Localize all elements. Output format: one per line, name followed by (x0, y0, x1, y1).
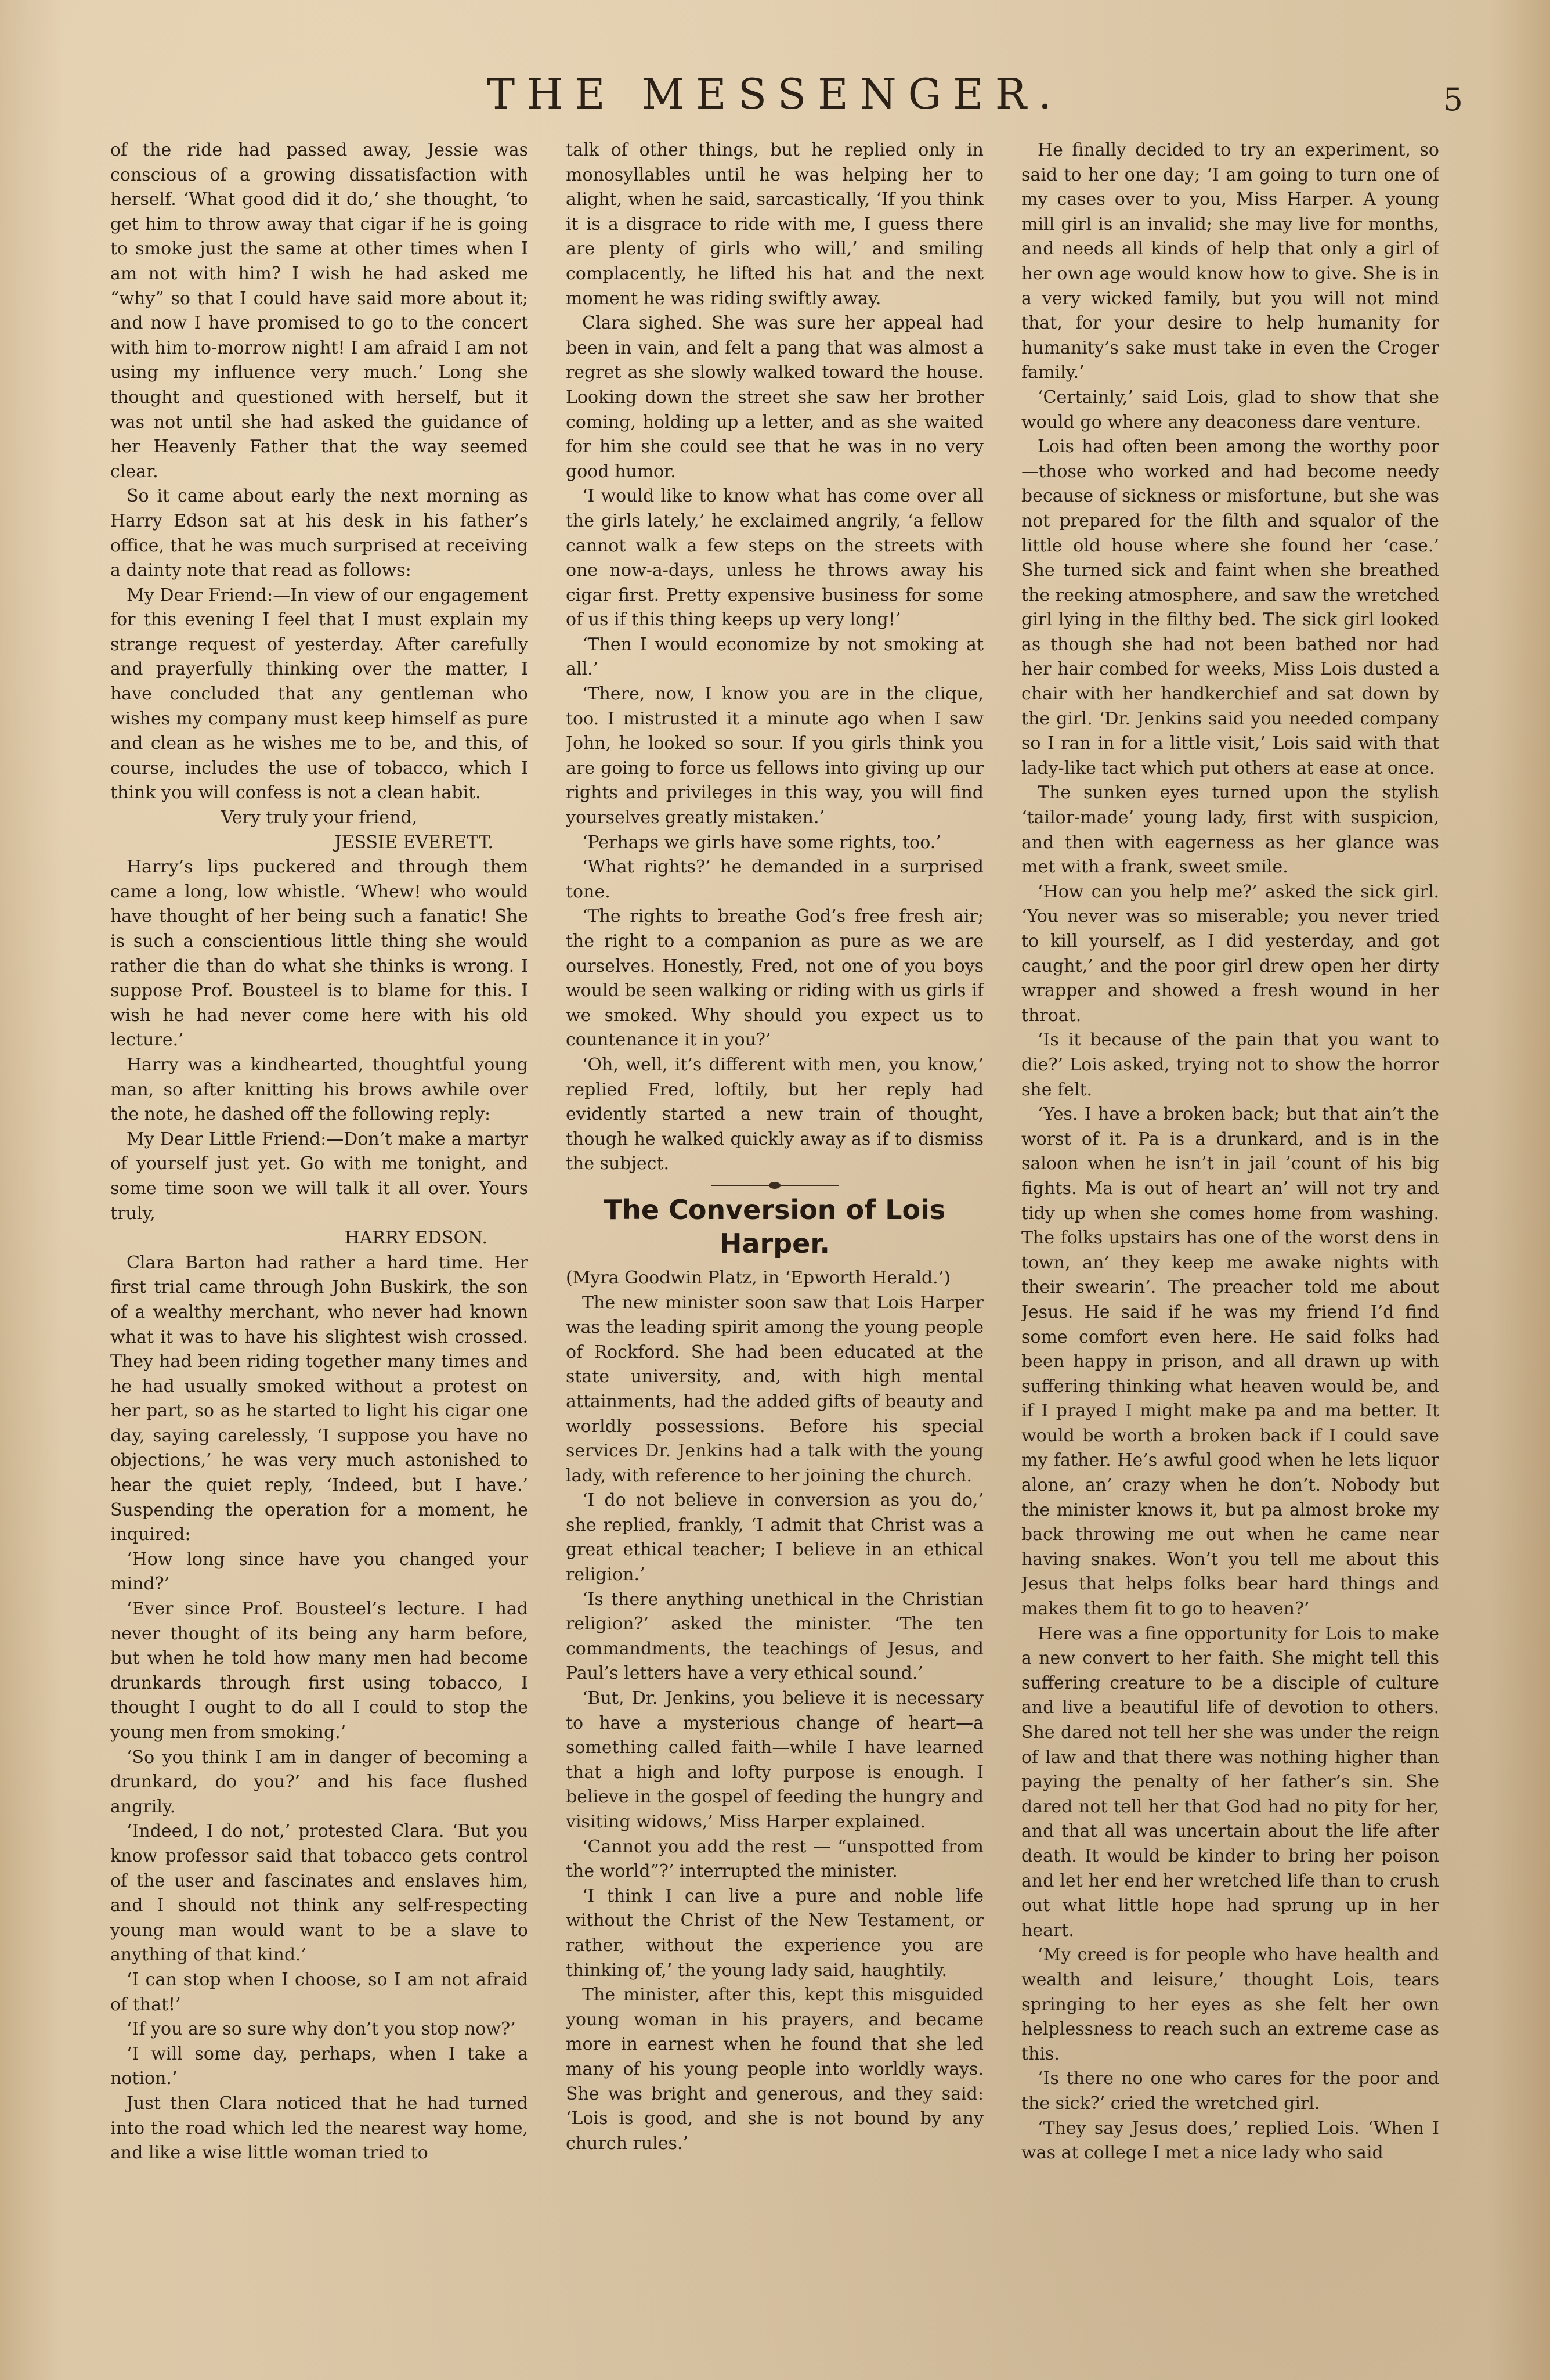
column-2 (566, 138, 984, 2332)
paragraph: ‘There, now, I know you are in the clique, too. I mistrusted it a minute ago when I saw John, he looked so sour. If you girls think you are going to force us fellows into giving up our rights and privileges in this way, you will find yourselves greatly mistaken.’ (566, 684, 984, 828)
paragraph: ‘I will some day, perhaps, when I take a notion.’ (110, 2043, 528, 2089)
letter-signature: HARRY EDSON. (344, 1228, 487, 1249)
paragraph: Clara sighed. She was sure her appeal had been in vain, and felt a pang that was almost a regret as she slowly walked toward the house. Looking down the street she saw her brother coming, holding up a letter, and as she waited for him she could see that he was in no very good humor. (566, 313, 984, 482)
paragraph: ‘But, Dr. Jenkins, you believe it is necessary to have a mysterious change of heart—a something called faith—while I have learned that a high and lofty purpose is enough. I believe in the gospel of feeding the hungry and visiting widows,’ Miss Harper explained. (566, 1688, 984, 1832)
paragraph: ‘My creed is for people who have health and wealth and leisure,’ thought Lois, tears springing to her eyes as she felt her own helplessness to reach such an extreme case as this. (1021, 1945, 1439, 2064)
article-headline (566, 1193, 984, 1260)
paragraph: The new minister soon saw that Lois Harper was the leading spirit among the young people of Rockford. She had been educated at the state university, and, with high mental attainments, had the added gifts of beauty and worldly possessions. Before his special services Dr. Jenkins had a talk with the young lady, with reference to her joining the church. (566, 1292, 984, 1486)
headline-line-1: The Conversion of Lois (604, 1193, 946, 1225)
paragraph: ‘I would like to know what has come over all the girls lately,’ he exclaimed angrily, ‘a fellow cannot walk a few steps on the streets with one now-a-days, unless he throws away his cigar first. Pretty expensive business for some of us if this thing keeps up very long!’ (566, 486, 984, 630)
paragraph: Here was a fine opportunity for Lois to make a new convert to her faith. She might tell this suffering creature to be a disciple of culture and live a beautiful life of devotion to others. She dared not tell her she was under the reign of law and that there was nothing higher than paying the penalty of her father’s sin. She dared not tell her that God had no pity for her, and that all was uncertain about the life after death. It would be kinder to bring her poison and let her end her wretched life than to crush out what little hope had sprung up in her heart. (1021, 1623, 1439, 1941)
paragraph: ‘Then I would economize by not smoking at all.’ (566, 634, 984, 680)
paragraph: ‘Indeed, I do not,’ protested Clara. ‘But you know professor said that tobacco gets control of the user and fascinates and enslaves him, and I should not think any self-respecting young man would want to be a slave to anything of that kind.’ (110, 1821, 528, 1966)
column-1 (110, 138, 528, 2332)
headline-line-2: Harper. (720, 1227, 830, 1259)
paragraph: ‘Is there no one who cares for the poor and the sick?’ cried the wretched girl. (1021, 2068, 1439, 2114)
paragraph: ‘Perhaps we girls have some rights, too.’ (582, 832, 941, 853)
paragraph: ‘I do not believe in conversion as you do,’ she replied, frankly, ‘I admit that Christ was a great ethical teacher; I believe in an ethical religion.’ (566, 1490, 984, 1585)
paragraph: ‘Yes. I have a broken back; but that ain’t the worst of it. Pa is a drunkard, and is in the saloon when he isn’t in jail ’count of his big fights. Ma is out of heart an’ will not try and tidy up when she comes home from washing. The folks upstairs has one of the worst dens in town, an’ they keep me awake nights with their swearin’. The preacher told me about Jesus. He said if he was my friend I’d find some comfort even here. He said folks had been happy in prison, and all drawn up with suffering thinking what heaven would be, and if I prayed I might make pa and ma better. It would be worth a broken back if I could save my father. He’s awful good when he lets liquor alone, an’ crazy when he don’t. Nobody but the minister knows it, but pa almost broke my back throwing me out when he came near having snakes. Won’t you tell me about this Jesus that helps folks bear hard things and makes them fit to go to heaven?’ (1021, 1104, 1439, 1620)
paragraph: ‘I can stop when I choose, so I am not afraid of that!’ (110, 1969, 528, 2015)
paragraph: He finally decided to try an experiment, so said to her one day; ‘I am going to turn one of my cases over to you, Miss Harper. A young mill girl is an invalid; she may live for months, and needs all kinds of help that only a girl of her own age would know how to give. She is in a very wicked family, but you will not mind that, for your desire to help humanity for humanity’s sake must take in even the Croger family.’ (1021, 140, 1439, 383)
letter-body: My Dear Friend:—In view of our engagement for this evening I feel that I must explain my strange request of yesterday. After carefully and prayerfully thinking over the matter, I have concluded that any gentleman who wishes my company must keep himself as pure and clean as he wishes me to be, and this, of course, includes the use of tobacco, which I think you will confess is not a clean habit. (110, 585, 528, 803)
paragraph: Harry was a kindhearted, thoughtful young man, so after knitting his brows awhile over the note, he dashed off the following reply: (110, 1054, 528, 1125)
paragraph: ‘Oh, well, it’s different with men, you know,’ replied Fred, loftily, but her reply had evidently started a new train of thought, though he walked quickly away as if to dismiss the subject. (566, 1054, 984, 1174)
paragraph: ‘If you are so sure why don’t you stop now?’ (127, 2019, 516, 2040)
paragraph: Just then Clara noticed that he had turned into the road which led the nearest way home, and like a wise little woman tried to (110, 2093, 528, 2163)
page-number: 5 (1443, 81, 1463, 118)
paragraph: ‘Cannot you add the rest — “unspotted from the world”?’ interrupted the minister. (566, 1836, 984, 1882)
paragraph: talk of other things, but he replied only in monosyllables until he was helping her to alight, when he said, sarcastically, ‘If you think it is a disgrace to ride with me, I guess there are plenty of girls who will,’ and smiling complacently, he lifted his hat and the next moment he was riding swiftly away. (566, 140, 984, 309)
paragraph: ‘They say Jesus does,’ replied Lois. ‘When I was at college I met a nice lady who said (1021, 2118, 1439, 2163)
paragraph: of the ride had passed away, Jessie was conscious of a growing dissatisfaction with herself. ‘What good did it do,’ she thought, ‘to get him to throw away that cigar if he is going to smoke just the same at other times when I am not with him? I wish he had asked me “why” so that I could have said more about it; and now I have promised to go to the concert with him to-morrow night! I am afraid I am not using my influence very much.’ Long she thought and questioned with herself, but it was not until she had asked the guidance of her Heavenly Father that the way seemed clear. (110, 140, 528, 482)
paragraph: ‘Ever since Prof. Bousteel’s lecture. I had never thought of its being any harm before, but when he told how many men had become drunkards through first using tobacco, I thought I ought to do all I could to stop the young men from smoking.’ (110, 1599, 528, 1743)
paragraph: ‘Is there anything unethical in the Christian religion?’ asked the minister. ‘The ten commandments, the teachings of Jesus, and Paul’s letters have a very ethical sound.’ (566, 1589, 984, 1684)
letter-closing: Very truly your friend, (221, 807, 418, 828)
paragraph: ‘What rights?’ he demanded in a surprised tone. (566, 857, 984, 902)
paragraph: ‘So you think I am in danger of becoming a drunkard, do you?’ and his face flushed angrily. (110, 1747, 528, 1817)
paragraph: The minister, after this, kept this misguided young woman in his prayers, and became more in earnest when he found that she led many of his young people into worldly ways. She was bright and generous, and they said: ‘Lois is good, and she is not bound by any church rules.’ (566, 1985, 984, 2154)
paragraph: ‘I think I can live a pure and noble life without the Christ of the New Testament, or rather, without the experience you are thinking of,’ the young lady said, haughtily. (566, 1885, 984, 1981)
section-divider (711, 1185, 839, 1186)
masthead (0, 70, 1550, 134)
letter-body: My Dear Little Friend:—Don’t make a martyr of yourself just yet. Go with me tonight, and some time soon we will talk it all over. Yours truly, (110, 1128, 528, 1224)
paragraph: Clara Barton had rather a hard time. Her first trial came through John Buskirk, the son of a wealthy merchant, who never had known what it was to have his slightest wish crossed. They had been riding together many times and he had usually smoked without a protest on her part, so as he started to light his cigar one day, saying carelessly, ‘I suppose you have no objections,’ he was very much astonished to hear the quiet reply, ‘Indeed, but I have.’ Suspending the operation for a moment, he inquired: (110, 1252, 528, 1545)
paragraph: The sunken eyes turned upon the stylish ‘tailor-made’ young lady, first with suspicion, and then with eagerness as her glance was met with a frank, sweet smile. (1021, 782, 1439, 878)
paragraph: ‘How long since have you changed your mind?’ (110, 1549, 528, 1595)
paragraph: Harry’s lips puckered and through them came a long, low whistle. ‘Whew! who would have thought of her being such a fanatic! She is such a conscientious little thing she would rather die than do what she thinks is wrong. I suppose Prof. Bousteel is to blame for this. I wish he had never come here with his old lecture.’ (110, 857, 528, 1051)
paragraph: ‘Is it because of the pain that you want to die?’ Lois asked, trying not to show the horror she felt. (1021, 1030, 1439, 1100)
letter-signature: JESSIE EVERETT. (334, 832, 493, 853)
paragraph: So it came about early the next morning as Harry Edson sat at his desk in his father’s office, that he was much surprised at receiving a dainty note that read as follows: (110, 486, 528, 581)
paragraph: ‘Certainly,’ said Lois, glad to show that she would go where any deaconess dare venture. (1021, 387, 1439, 432)
paragraph: Lois had often been among the worthy poor—those who worked and had become needy because of sickness or misfortune, but she was not prepared for the filth and squalor of the little old house where she found her ‘case.’ She turned sick and faint when she breathed the reeking atmosphere, and saw the wretched girl lying in the filthy bed. The sick girl looked as though she had not been bathed nor had her hair combed for weeks, Miss Lois dusted a chair with her handkerchief and sat down by the girl. ‘Dr. Jenkins said you needed company so I ran in for a little visit,’ Lois said with that lady-like tact which put others at ease at once. (1021, 437, 1439, 778)
column-3 (1021, 138, 1439, 2332)
paragraph: ‘How can you help me?’ asked the sick girl. ‘You never was so miserable; you never tried to kill yourself, as I did yesterday, and got caught,’ and the poor girl drew open her dirty wrapper and showed a fresh wound in her throat. (1021, 881, 1439, 1026)
paragraph: ‘The rights to breathe God’s free fresh air; the right to a companion as pure as we are ourselves. Honestly, Fred, not one of you boys would be seen walking or riding with us girls if we smoked. Why should you expect us to countenance it in you?’ (566, 906, 984, 1051)
article-credit: (Myra Goodwin Platz, in ‘Epworth Herald.’) (566, 1267, 951, 1288)
newspaper-title: THE MESSENGER. (487, 70, 1063, 118)
